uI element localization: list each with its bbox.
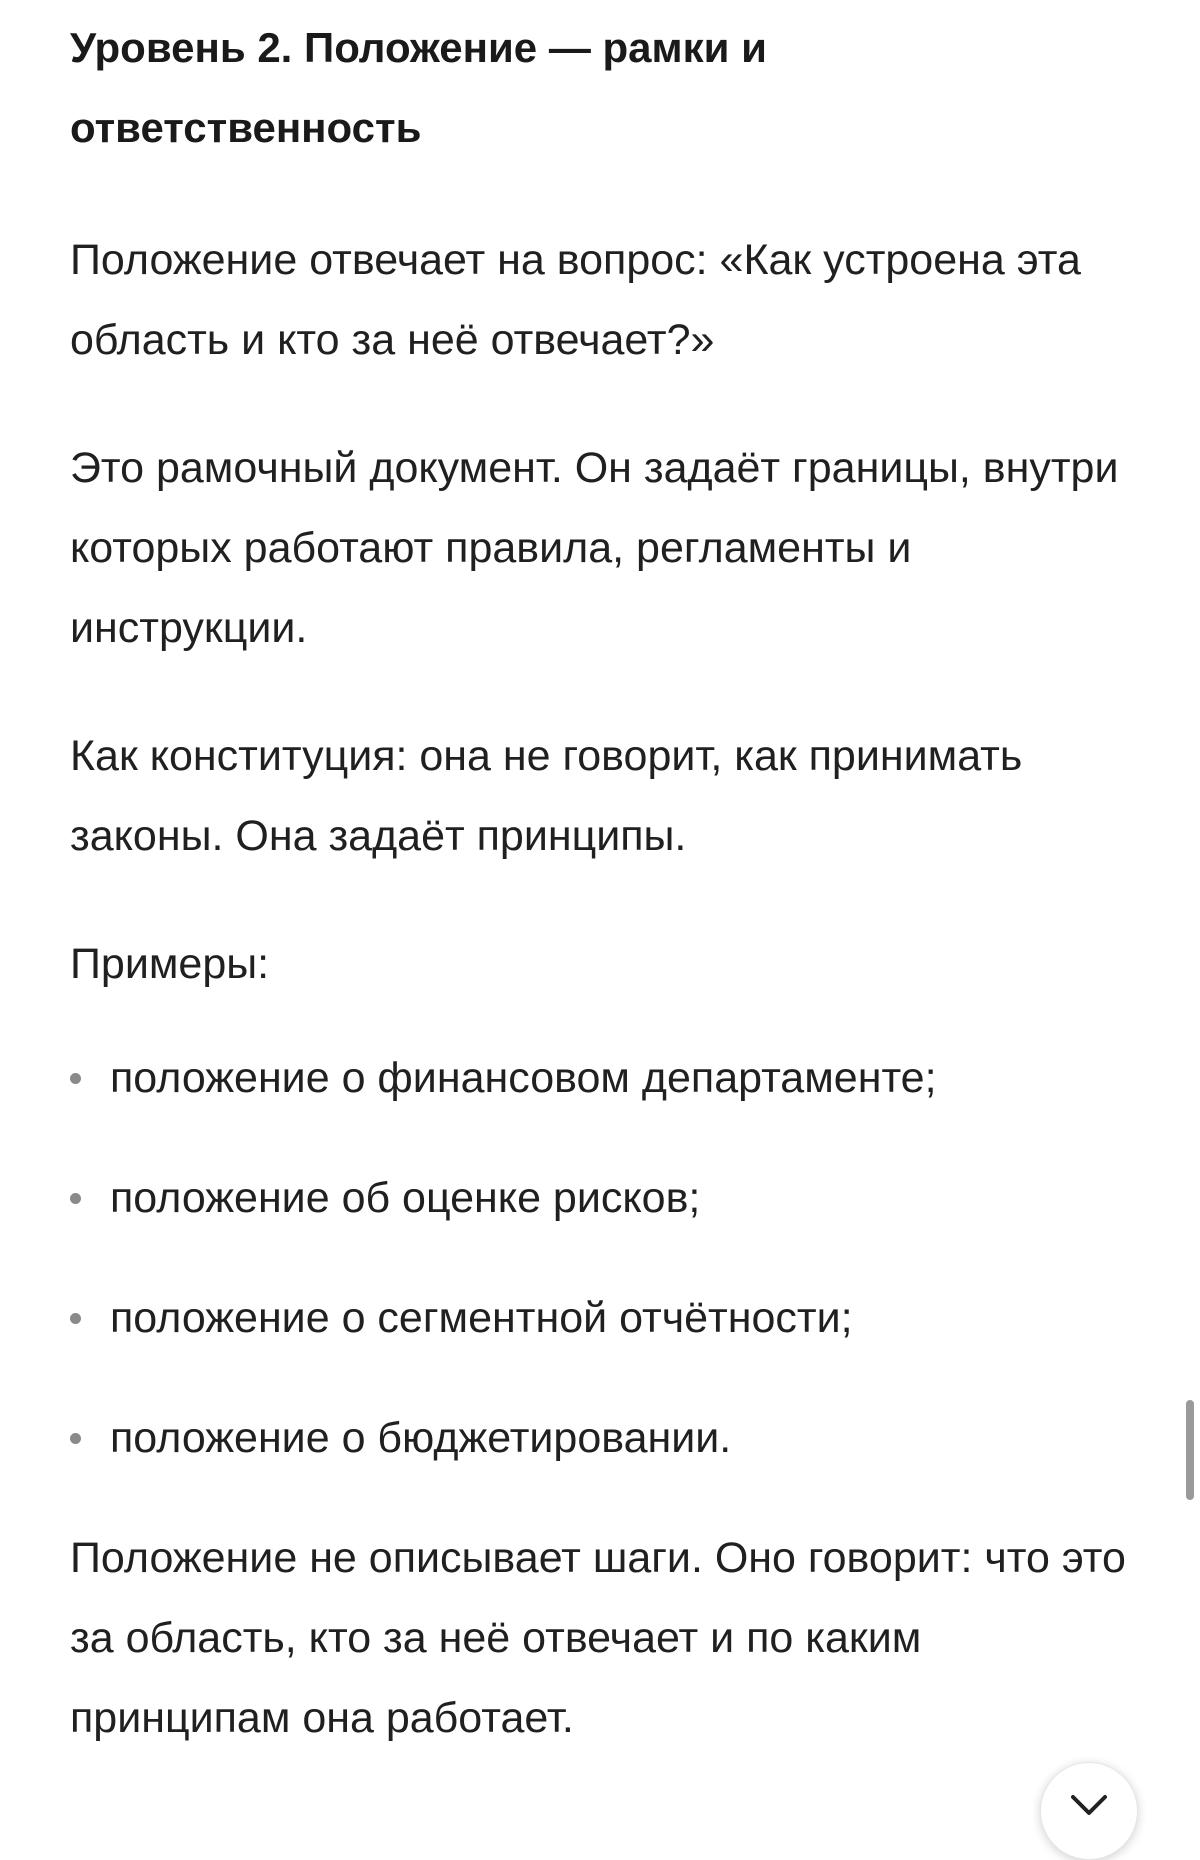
list-item-text: положение о финансовом департаменте; xyxy=(110,1054,937,1102)
list-item xyxy=(70,1038,1150,1118)
list-item-text: положение о сегментной отчётности; xyxy=(110,1294,853,1342)
chevron-down-icon xyxy=(1069,1793,1109,1817)
paragraph-question: Положение отвечает на вопрос: «Как устроена эта область и кто за неё отвечает?» xyxy=(70,236,1081,364)
paragraph-examples-label: Примеры: xyxy=(70,940,270,988)
scroll-down-button[interactable] xyxy=(1040,1762,1138,1860)
paragraph-closing: Положение не описывает шаги. Оно говорит: что это за область, кто за неё отвечает и по каким принципам она работает. xyxy=(70,1534,1126,1742)
scrollbar-thumb[interactable] xyxy=(1186,1400,1194,1500)
list-item xyxy=(70,1278,1150,1358)
list-item-text: положение о бюджетировании. xyxy=(110,1414,732,1462)
list-item-text: положение об оценке рисков; xyxy=(110,1174,701,1222)
bullet-icon xyxy=(70,1433,81,1444)
paragraph-framework: Это рамочный документ. Он задаёт границы, внутри которых работают правила, регламенты и инструкции. xyxy=(70,444,1119,652)
paragraph-constitution: Как конституция: она не говорит, как принимать законы. Она задаёт принципы. xyxy=(70,732,1023,860)
bullet-icon xyxy=(70,1073,81,1084)
list-item xyxy=(70,1398,1150,1478)
section-heading: Уровень 2. Положение — рамки и ответственность xyxy=(70,24,767,151)
bullet-icon xyxy=(70,1313,81,1324)
list-item xyxy=(70,1158,1150,1238)
article-content xyxy=(70,0,1150,1758)
bullet-icon xyxy=(70,1193,81,1204)
examples-list xyxy=(70,1038,1150,1478)
